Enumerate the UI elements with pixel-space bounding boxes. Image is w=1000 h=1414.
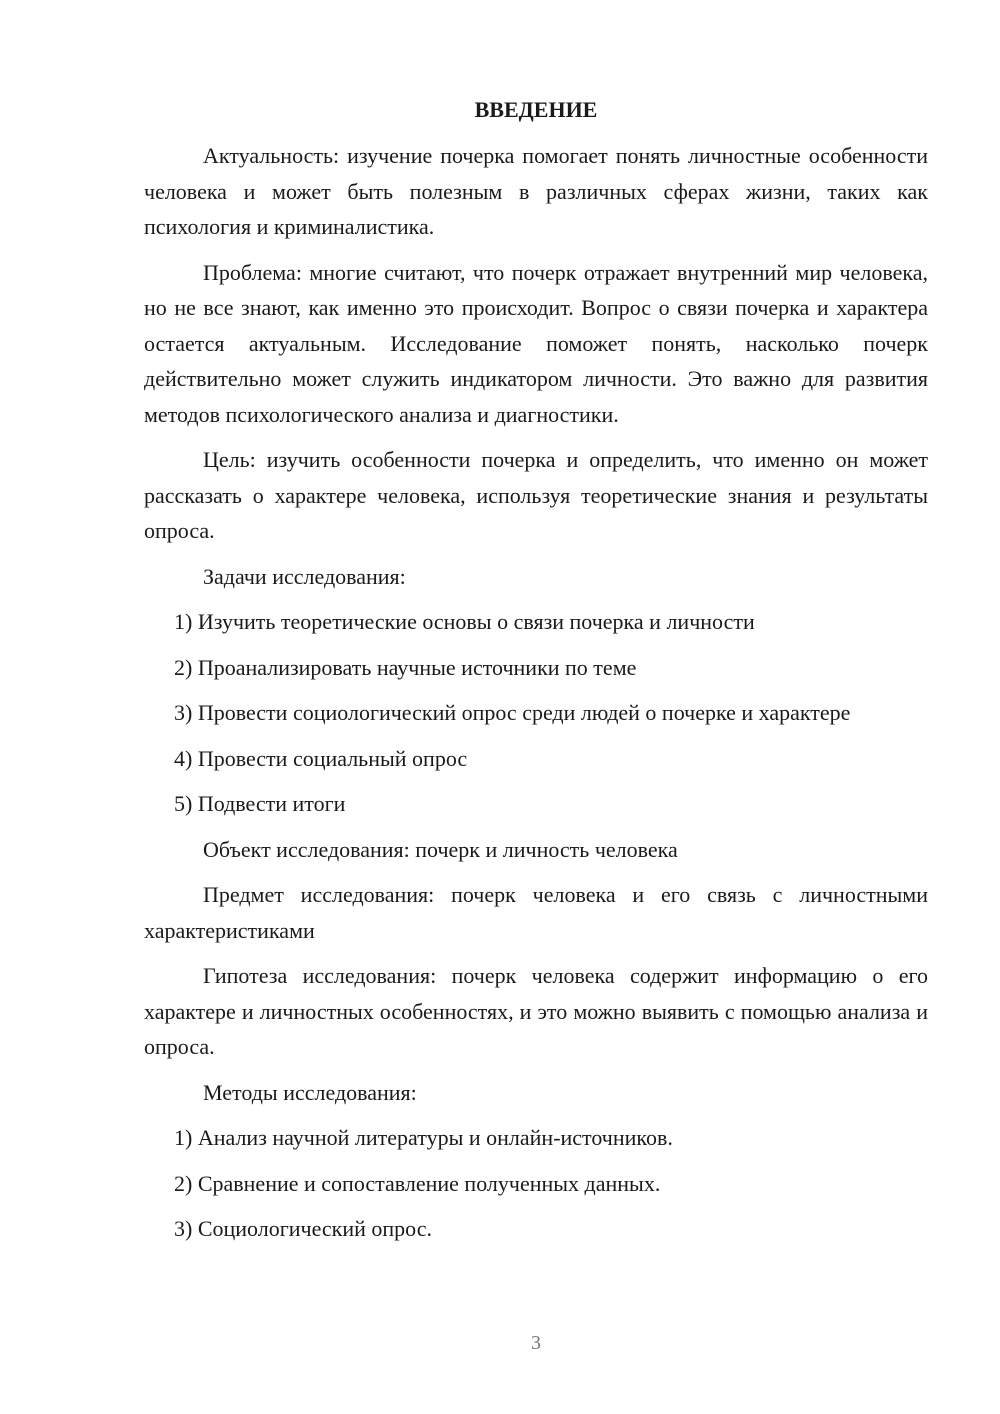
subject-paragraph: Предмет исследования: почерк человека и его связь с личностными характеристиками	[144, 882, 928, 943]
task-item: 1) Изучить теоретические основы о связи почерка и личности	[174, 609, 755, 634]
tasks-heading: Задачи исследования:	[203, 563, 406, 589]
section-title: ВВЕДЕНИЕ	[474, 97, 598, 122]
task-item: 2) Проанализировать научные источники по теме	[174, 654, 637, 680]
document-page	[144, 92, 928, 1257]
problem-paragraph: Проблема: многие считают, что почерк отражает внутренний мир человека, но не все знают, как именно это происходит. Вопрос о связи почерка и характера остается актуальным. Исследование поможет понять, насколько почерк действительно может служить индикатором личности. Это важно для развития методов психологического анализа и диагностики.	[144, 259, 928, 427]
methods-heading: Методы исследования:	[203, 1079, 417, 1105]
method-item: 2) Сравнение и сопоставление полученных данных.	[174, 1170, 661, 1196]
object-paragraph: Объект исследования: почерк и личность человека	[203, 836, 678, 862]
method-item: 1) Анализ научной литературы и онлайн-источников.	[174, 1125, 673, 1150]
task-item: 3) Провести социологический опрос среди людей о почерке и характере	[174, 700, 851, 725]
hypothesis-paragraph: Гипотеза исследования: почерк человека содержит информацию о его характере и личностных особенностях, и это можно выявить с помощью анализа и опроса.	[144, 963, 928, 1059]
method-item: 3) Социологический опрос.	[174, 1216, 432, 1241]
relevance-paragraph: Актуальность: изучение почерка помогает понять личностные особенности человека и может быть полезным в различных сферах жизни, таких как психология и криминалистика.	[144, 143, 928, 239]
task-item: 4) Провести социальный опрос	[174, 745, 468, 771]
page-number: 3	[531, 1332, 541, 1354]
goal-paragraph: Цель: изучить особенности почерка и определить, что именно он может рассказать о характере человека, используя теоретические знания и результаты опроса.	[144, 447, 928, 543]
task-item: 5) Подвести итоги	[174, 791, 346, 816]
